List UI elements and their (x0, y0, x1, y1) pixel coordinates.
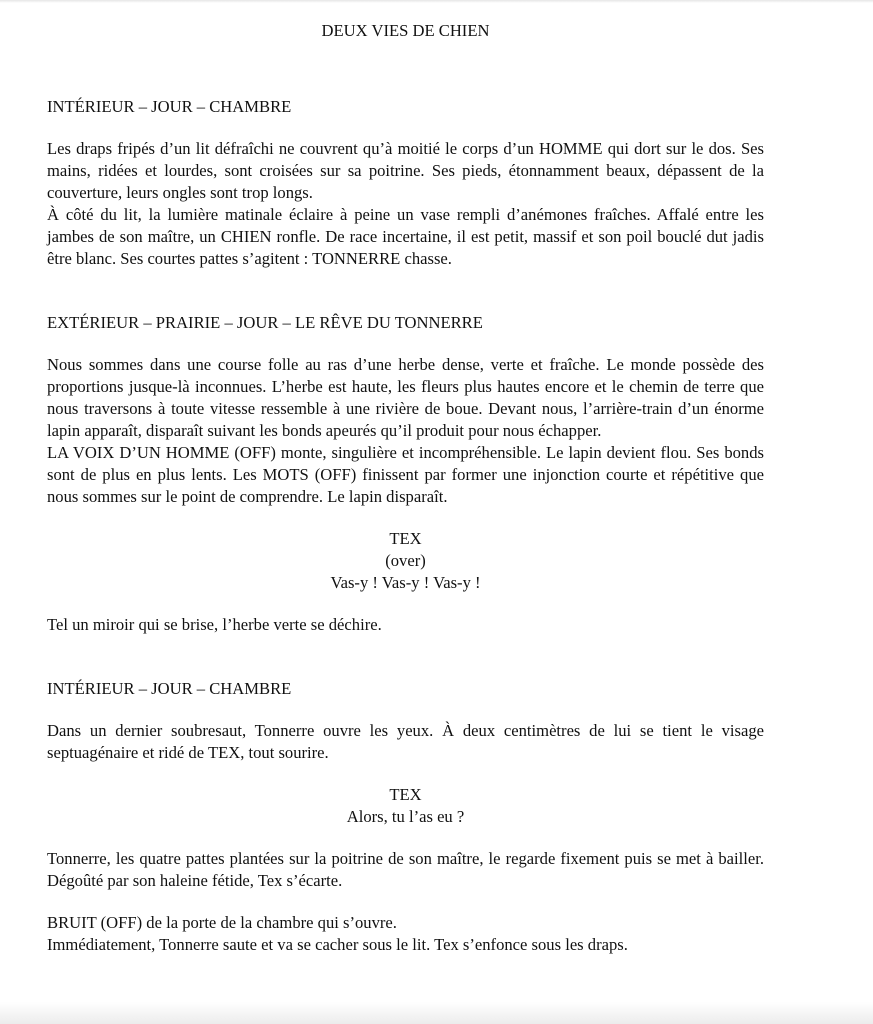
action-paragraph: Tonnerre, les quatre pattes plantées sur la poitrine de son maître, le regarde fixement puis se met à bailler. Dégoûté par son haleine fétide, Tex s’écarte. (47, 849, 764, 890)
scene-heading: INTÉRIEUR – JOUR – CHAMBRE (47, 97, 292, 116)
dialogue-block (47, 528, 764, 594)
character-name: TEX (389, 785, 422, 804)
action-paragraph: Les draps fripés d’un lit défraîchi ne couvrent qu’à moitié le corps d’un HOMME qui dort sur le dos. Ses mains, ridées et lourdes, sont croisées sur sa poitrine. Ses pieds, étonnamment beaux, dépassent de la couverture, leurs ongles sont trop longs. (47, 139, 764, 202)
action-paragraph: LA VOIX D’UN HOMME (OFF) monte, singulière et incompréhensible. Le lapin devient flou. Ses bonds sont de plus en plus lents. Les MOTS (OFF) finissent par former une injonction courte et répétitive que nous sommes sur le point de comprendre. Le lapin disparaît. (47, 443, 764, 506)
parenthetical: (over) (385, 551, 426, 570)
dialogue-block (47, 784, 764, 828)
action-paragraph: À côté du lit, la lumière matinale éclaire à peine un vase rempli d’anémones fraîches. Affalé entre les jambes de son maître, un CHIEN ronfle. De race incertaine, il est petit, massif et son poil bouclé dut jadis être blanc. Ses courtes pattes s’agitent : TONNERRE chasse. (47, 205, 764, 268)
action-block (47, 848, 764, 892)
action-block (47, 720, 764, 764)
dialogue-line: Vas-y ! Vas-y ! Vas-y ! (330, 573, 481, 592)
page-top-edge (0, 0, 873, 3)
scene-heading: EXTÉRIEUR – PRAIRIE – JOUR – LE RÊVE DU TONNERRE (47, 313, 483, 332)
action-block (47, 354, 764, 508)
action-paragraph: Nous sommes dans une course folle au ras d’une herbe dense, verte et fraîche. Le monde possède des proportions jusque-là inconnues. L’herbe est haute, les fleurs plus hautes encore et le chemin de terre que nous traversons à toute vitesse ressemble à une rivière de boue. Devant nous, l’arrière-train d’un énorme lapin apparaît, disparaît suivant les bonds apeurés qu’il produit pour nous échapper. (47, 355, 764, 440)
screenplay-title: DEUX VIES DE CHIEN (321, 21, 490, 40)
character-name: TEX (389, 529, 422, 548)
action-block (47, 614, 764, 636)
screenplay-body (47, 20, 764, 956)
action-block (47, 138, 764, 270)
action-block (47, 912, 764, 956)
action-paragraph: BRUIT (OFF) de la porte de la chambre qui s’ouvre. (47, 913, 397, 932)
action-paragraph: Tel un miroir qui se brise, l’herbe verte se déchire. (47, 615, 382, 634)
dialogue-line: Alors, tu l’as eu ? (346, 807, 465, 826)
action-paragraph: Dans un dernier soubresaut, Tonnerre ouvre les yeux. À deux centimètres de lui se tient le visage septuagénaire et ridé de TEX, tout sourire. (47, 721, 764, 762)
page-bottom-edge (0, 1002, 873, 1024)
scene-heading: INTÉRIEUR – JOUR – CHAMBRE (47, 679, 292, 698)
action-paragraph: Immédiatement, Tonnerre saute et va se cacher sous le lit. Tex s’enfonce sous les draps. (47, 935, 628, 954)
